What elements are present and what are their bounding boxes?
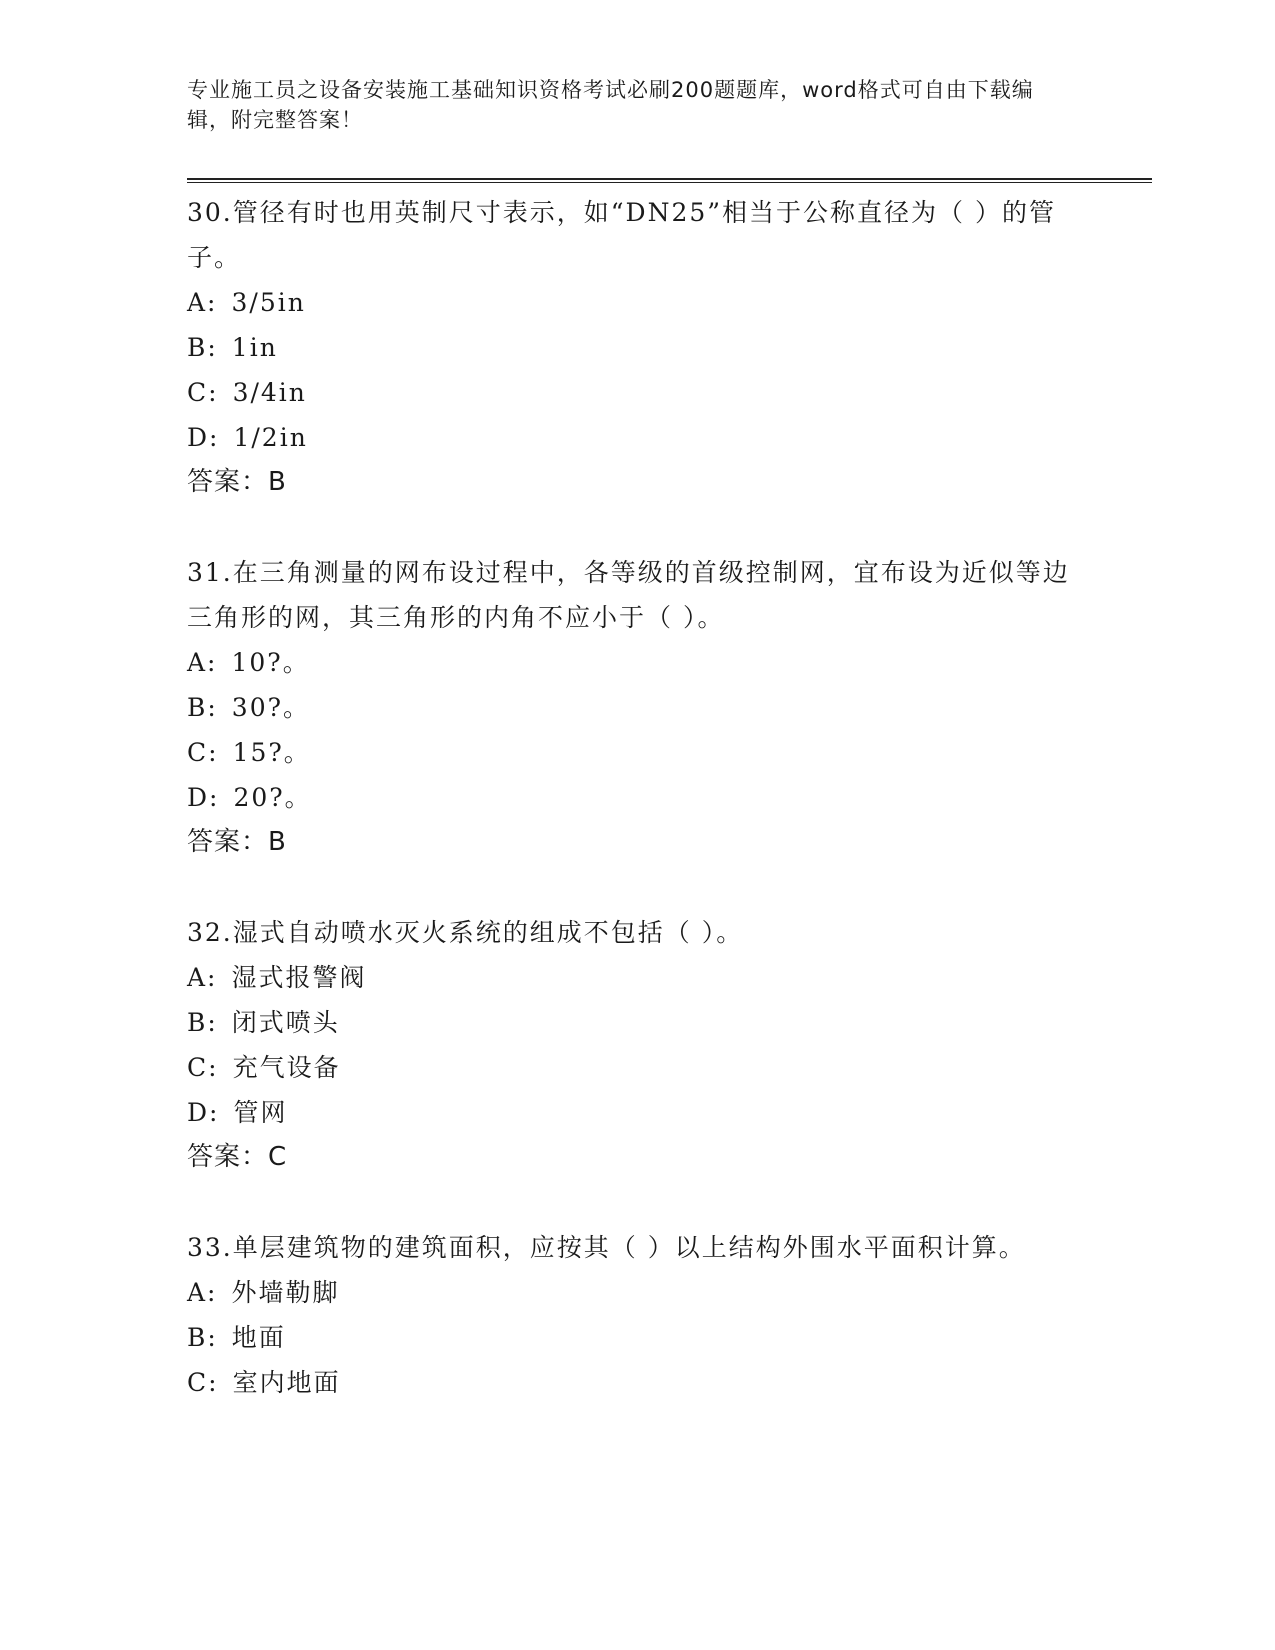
option-value: 充气设备 [232, 1053, 341, 1082]
option-value: 闭式喷头 [231, 1008, 340, 1037]
option-key: D: [187, 1098, 220, 1127]
option-key: B: [187, 1323, 218, 1352]
option-d [187, 415, 1087, 460]
option-c [187, 370, 1087, 415]
option-value: 15?。 [232, 738, 311, 767]
option-key: D: [187, 423, 220, 452]
option-key: B: [187, 1008, 218, 1037]
option-key: A: [187, 648, 218, 677]
option-d [187, 1090, 1087, 1135]
option-key: A: [187, 1278, 218, 1307]
option-value: 10?。 [231, 648, 310, 677]
option-value: 湿式报警阀 [231, 963, 367, 992]
option-c [187, 1045, 1087, 1090]
option-key: B: [187, 333, 218, 362]
option-value: 外墙勒脚 [231, 1278, 340, 1307]
option-key: B: [187, 693, 218, 722]
option-value: 3/4in [232, 378, 307, 407]
option-key: D: [187, 783, 220, 812]
answer-text: 答案：B [187, 827, 287, 857]
header-divider [187, 178, 1152, 183]
option-value: 20?。 [233, 783, 312, 812]
option-b [187, 1315, 1087, 1360]
answer-text: 答案：C [187, 1142, 288, 1172]
question-30 [187, 190, 1087, 550]
option-value: 室内地面 [232, 1368, 341, 1397]
option-key: C: [187, 1368, 219, 1397]
option-b [187, 1000, 1087, 1045]
option-d [187, 775, 1087, 820]
option-a [187, 280, 1087, 325]
option-a [187, 1270, 1087, 1315]
question-31 [187, 550, 1087, 910]
option-key: C: [187, 378, 219, 407]
question-text: 32.湿式自动喷水灭火系统的组成不包括（ ）。 [187, 918, 744, 947]
option-b [187, 325, 1087, 370]
option-key: A: [187, 963, 218, 992]
option-value: 1/2in [233, 423, 308, 452]
answer-text: 答案：B [187, 467, 287, 497]
question-list [187, 190, 1087, 1405]
option-key: C: [187, 1053, 219, 1082]
option-key: A: [187, 288, 218, 317]
question-text: 33.单层建筑物的建筑面积，应按其（ ）以上结构外围水平面积计算。 [187, 1233, 1026, 1262]
option-value: 地面 [231, 1323, 286, 1352]
option-value: 30?。 [231, 693, 311, 722]
document-header: 专业施工员之设备安装施工基础知识资格考试必刷200题题库，word格式可自由下载编辑，附完整答案！ [187, 78, 1034, 132]
option-value: 1in [231, 333, 278, 362]
option-value: 3/5in [231, 288, 306, 317]
question-text: 30.管径有时也用英制尺寸表示，如“DN25”相当于公称直径为（ ）的管子。 [187, 198, 1056, 272]
spacer [187, 505, 1087, 550]
option-b [187, 685, 1087, 730]
spacer [187, 865, 1087, 910]
question-32 [187, 910, 1087, 1225]
option-a [187, 640, 1087, 685]
question-33 [187, 1225, 1087, 1405]
option-a [187, 955, 1087, 1000]
option-key: C: [187, 738, 219, 767]
question-text: 31.在三角测量的网布设过程中，各等级的首级控制网，宜布设为近似等边三角形的网，其三角形的内角不应小于（ ）。 [187, 558, 1070, 632]
option-c [187, 1360, 1087, 1405]
spacer [187, 1180, 1087, 1225]
option-c [187, 730, 1087, 775]
option-value: 管网 [233, 1098, 288, 1127]
